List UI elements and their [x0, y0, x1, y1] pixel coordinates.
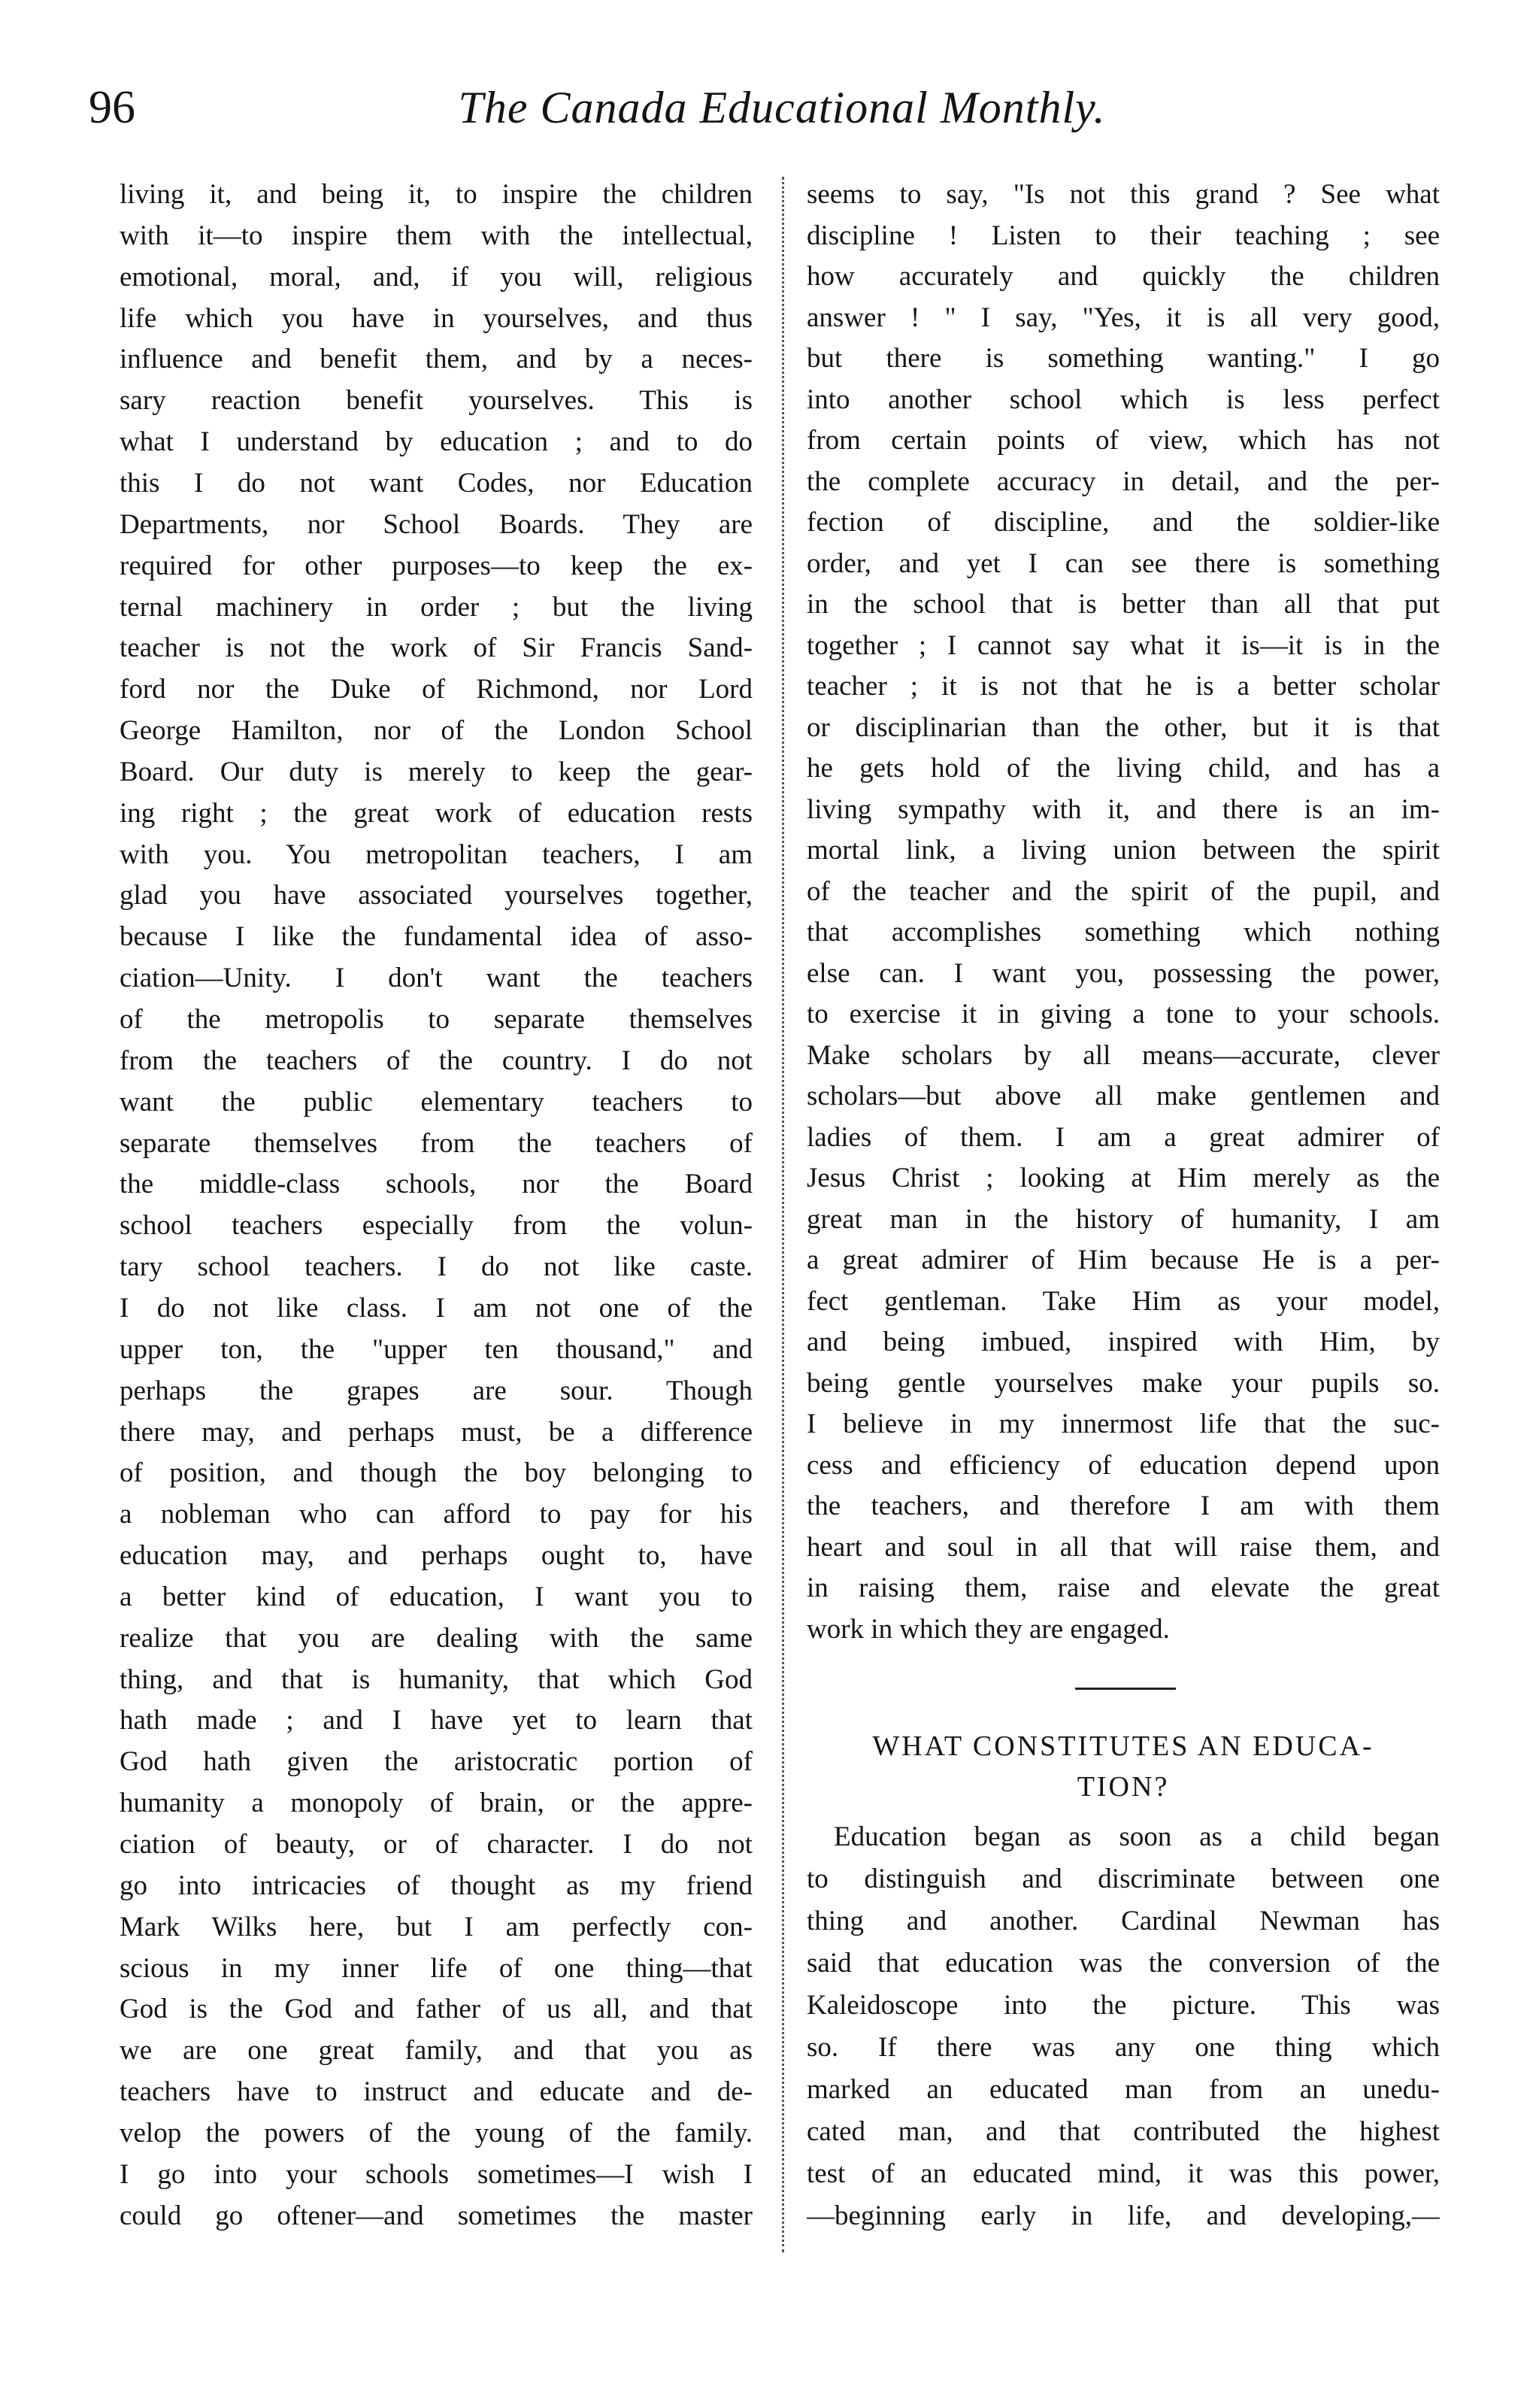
text-line: Departments, nor School Boards. They are [120, 508, 753, 540]
text-line: velop the powers of the young of the family. [120, 2117, 753, 2149]
text-line: to exercise it in giving a tone to your schools. [807, 999, 1440, 1030]
text-line: Mark Wilks here, but I am perfectly con- [120, 1911, 753, 1942]
section-heading-line-1: WHAT CONSTITUTES AN EDUCA- [872, 1730, 1374, 1762]
text-line: in raising them, raise and elevate the great [807, 1572, 1440, 1603]
text-line: ciation—Unity. I don't want the teachers [120, 963, 753, 994]
text-line: of position, and though the boy belonging to [120, 1457, 753, 1489]
text-line: what I understand by education ; and to do [120, 426, 753, 458]
text-line: we are one great family, and that you as [120, 2035, 753, 2067]
text-line: realize that you are dealing with the same [120, 1622, 753, 1654]
text-line: cess and efficiency of education depend upon [807, 1449, 1440, 1481]
text-line: thing, and that is humanity, that which God [120, 1663, 753, 1695]
text-line: teacher ; it is not that he is a better scholar [807, 671, 1440, 702]
section-text-line: marked an educated man from an unedu- [807, 2074, 1440, 2105]
running-title: The Canada Educational Monthly. [458, 83, 1106, 132]
text-line: mortal link, a living union between the spirit [807, 835, 1440, 866]
text-line: scious in my inner life of one thing—that [120, 1952, 753, 1984]
section-text-line: cated man, and that contributed the highest [807, 2116, 1440, 2147]
text-line: a great admirer of Him because He is a per- [807, 1245, 1440, 1275]
text-line: fect gentleman. Take Him as your model, [807, 1285, 1440, 1317]
text-line: God is the God and father of us all, and that [120, 1994, 753, 2025]
text-line: ladies of them. I am a great admirer of [807, 1121, 1440, 1153]
text-line: into another school which is less perfect [807, 384, 1440, 415]
section-text-line: so. If there was any one thing which [807, 2032, 1440, 2063]
text-line: upper ton, the "upper ten thousand," and [120, 1333, 753, 1365]
text-line: how accurately and quickly the children [807, 261, 1440, 292]
text-line: or disciplinarian than the other, but it is that [807, 711, 1440, 743]
text-line: education may, and perhaps ought to, have [120, 1540, 753, 1572]
section-rule [1075, 1688, 1176, 1690]
text-line: emotional, moral, and, if you will, religious [120, 261, 753, 293]
text-line: tary school teachers. I do not like caste. [120, 1251, 753, 1283]
text-line: from certain points of view, which has not [807, 425, 1440, 456]
section-text-line: to distinguish and discriminate between one [807, 1864, 1440, 1894]
section-text-line: Education began as soon as a child began [834, 1821, 1440, 1852]
text-line: separate themselves from the teachers of [120, 1127, 753, 1159]
text-line: with you. You metropolitan teachers, I am [120, 839, 753, 870]
text-line: Jesus Christ ; looking at Him merely as the [807, 1163, 1440, 1193]
text-line: of the teacher and the spirit of the pupil, and [807, 875, 1440, 907]
text-line: glad you have associated yourselves together, [120, 880, 753, 911]
text-line: together ; I cannot say what it is—it is in the [807, 629, 1440, 661]
text-line: I believe in my innermost life that the suc- [807, 1409, 1440, 1439]
text-line: he gets hold of the living child, and has a [807, 753, 1440, 784]
text-line: hath made ; and I have yet to learn that [120, 1705, 753, 1736]
text-line: fection of discipline, and the soldier-like [807, 507, 1440, 538]
text-line: could go oftener—and sometimes the master [120, 2200, 753, 2231]
text-line: I go into your schools sometimes—I wish I [120, 2158, 753, 2190]
text-line: a nobleman who can afford to pay for his [120, 1499, 753, 1530]
text-line: I do not like class. I am not one of the [120, 1292, 753, 1324]
section-text-line: thing and another. Cardinal Newman has [807, 1906, 1440, 1936]
text-line: a better kind of education, I want you to [120, 1581, 753, 1612]
text-line: work in which they are engaged. [807, 1613, 1170, 1645]
text-line: that accomplishes something which nothing [807, 917, 1440, 948]
text-line: great man in the history of humanity, I am [807, 1203, 1440, 1235]
text-line: with it—to inspire them with the intellectual, [120, 220, 753, 251]
text-line: required for other purposes—to keep the ex- [120, 550, 753, 581]
text-line: heart and soul in all that will raise them, and [807, 1531, 1440, 1563]
text-line: living sympathy with it, and there is an im- [807, 793, 1440, 825]
text-line: ternal machinery in order ; but the living [120, 591, 753, 623]
text-line: ing right ; the great work of education rests [120, 797, 753, 829]
section-text-line: said that education was the conversion of the [807, 1948, 1440, 1979]
text-line: this I do not want Codes, nor Education [120, 467, 753, 499]
text-line: Board. Our duty is merely to keep the gear- [120, 756, 753, 787]
text-line: go into intricacies of thought as my friend [120, 1870, 753, 1901]
text-line: living it, and being it, to inspire the children [120, 179, 753, 210]
section-text-line: —beginning early in life, and developing,— [807, 2200, 1440, 2231]
text-line: teacher is not the work of Sir Francis Sand- [120, 632, 753, 664]
text-line: discipline ! Listen to their teaching ; see [807, 220, 1440, 251]
text-line: answer ! " I say, "Yes, it is all very good, [807, 302, 1440, 333]
section-text-line: Kaleidoscope into the picture. This was [807, 1990, 1440, 2021]
text-line: want the public elementary teachers to [120, 1086, 753, 1118]
text-line: but there is something wanting." I go [807, 343, 1440, 374]
text-line: from the teachers of the country. I do not [120, 1045, 753, 1076]
text-line: teachers have to instruct and educate and de- [120, 2076, 753, 2108]
text-line: seems to say, "Is not this grand ? See what [807, 179, 1440, 210]
text-line: in the school that is better than all that put [807, 589, 1440, 620]
section-heading-line-2: TION? [1077, 1771, 1170, 1803]
page-number: 96 [89, 82, 135, 133]
text-line: humanity a monopoly of brain, or the appre- [120, 1788, 753, 1819]
text-line: the middle-class schools, nor the Board [120, 1169, 753, 1200]
text-line: school teachers especially from the volun- [120, 1210, 753, 1242]
text-line: and being imbued, inspired with Him, by [807, 1327, 1440, 1357]
text-line: ford nor the Duke of Richmond, nor Lord [120, 674, 753, 705]
text-line: perhaps the grapes are sour. Though [120, 1375, 753, 1406]
column-divider [782, 177, 784, 2252]
text-line: the teachers, and therefore I am with them [807, 1491, 1440, 1521]
text-line: because I like the fundamental idea of asso- [120, 921, 753, 953]
text-line: scholars—but above all make gentlemen and [807, 1081, 1440, 1112]
text-line: else can. I want you, possessing the power, [807, 957, 1440, 989]
text-line: life which you have in yourselves, and thus [120, 302, 753, 334]
text-line: God hath given the aristocratic portion of [120, 1746, 753, 1778]
section-text-line: test of an educated mind, it was this power, [807, 2158, 1440, 2189]
text-line: sary reaction benefit yourselves. This is [120, 385, 753, 417]
text-line: George Hamilton, nor of the London School [120, 715, 753, 747]
text-line: there may, and perhaps must, be a difference [120, 1416, 753, 1448]
text-line: being gentle yourselves make your pupils so. [807, 1367, 1440, 1399]
text-line: of the metropolis to separate themselves [120, 1004, 753, 1035]
text-line: the complete accuracy in detail, and the per- [807, 466, 1440, 497]
text-line: order, and yet I can see there is something [807, 547, 1440, 579]
text-line: ciation of beauty, or of character. I do not [120, 1829, 753, 1860]
text-line: influence and benefit them, and by a neces- [120, 344, 753, 375]
text-line: Make scholars by all means—accurate, clever [807, 1039, 1440, 1071]
